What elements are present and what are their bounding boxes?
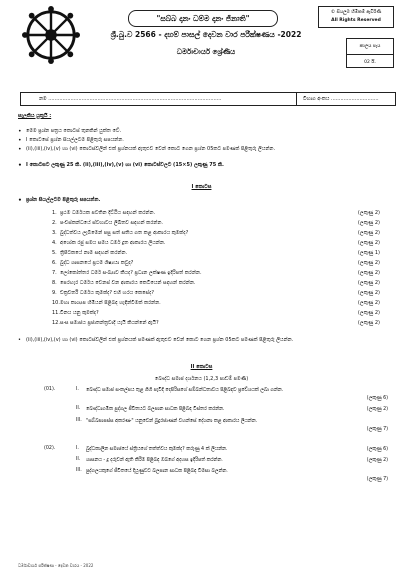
question-text: අශෝක රජු සමය සමය ධර්ම දූත ආකාරය ලියන්න.	[60, 240, 166, 246]
question-marks: (ලකුණු 2)	[357, 310, 380, 316]
question-marks: (ලකුණු 2)	[357, 240, 380, 246]
sub-question-text: ශාසනය - දූ දරුවන් ඇති කිරීම පිළිබඳ ඔබගේ අදහස ඉදිරිපත් කරන්න.	[86, 458, 223, 463]
question-text: බුද්ධත්වය ලැබීමෙන් පසු සත් සතිය ගත කළ ආකාරය කුමක්ද?	[60, 230, 189, 236]
sub-question-number: I.	[76, 387, 79, 392]
question-number: 1.	[52, 210, 57, 216]
question-row	[52, 230, 390, 239]
sub-question-number: III.	[76, 418, 82, 423]
sub-question	[76, 406, 388, 412]
question-text: පංචස්කන්ධයේ ස්වභාවය ලිඛිතව සඳහන් කරන්න.	[60, 220, 163, 226]
question-row	[52, 300, 390, 309]
sub-question-marks: (ලකුණු 2)	[366, 407, 388, 412]
question-number: 6.	[52, 260, 57, 266]
question-row	[52, 240, 390, 249]
part2-note: • (ii),(iii),(iv),(v) හා (vi) කොටස්වලින් එක් ප්‍රශ්නයක් පමණක් ඇතුළුව වෙන් කොට ගෙන ප්‍රශ්න 05කට පමණක් පිළිතුරු ලියන්න.	[26, 336, 390, 344]
question-number: 8.	[52, 280, 57, 286]
question-number: 11.	[52, 310, 60, 316]
question-row	[52, 310, 390, 319]
sub-question-text: "සබ්බපාපස්ස අකරණං" යනුවෙන් බුදුරජාණන් වහන්සේ දේශනා කළ ආකාරය ලියන්න.	[86, 419, 258, 424]
sub-question-text: බෞද්ධ සමාජ සංකල්පය තුළ ගිහි පැවිදි දෙපිරිසගේ සම්බන්ධතාවය පිළිබඳව ප්‍රවේශයක් ලබා ගන්න.	[86, 388, 284, 393]
page-footer: ධර්මාචාර්ය පරීක්ෂණ - දෙවන වාරය - 2022	[18, 563, 94, 568]
dharma-wheel-icon	[22, 6, 80, 64]
sub-question	[76, 387, 388, 401]
question-marks: (ලකුණු 2)	[357, 300, 380, 306]
duration-label: කාලය පැය	[359, 44, 381, 49]
rights-line-2: All Rights Reserved	[331, 18, 381, 23]
question-number: (01).	[44, 387, 56, 392]
question-marks: (ලකුණු 2)	[357, 290, 380, 296]
rights-box	[318, 6, 394, 28]
sub-question	[76, 457, 388, 463]
exam-title: ශ්‍රී.බු.ව 2566 - දහම් පාසල් දෙවන වාර පරීක්ෂණය -2022	[110, 30, 302, 39]
question-row	[52, 260, 390, 269]
question-marks: (ලකුණු 1)	[357, 250, 380, 256]
question-marks: (ලකුණු 2)	[357, 210, 380, 216]
question-number: (02).	[44, 446, 56, 451]
question-marks: (ලකුණු 2)	[357, 280, 380, 286]
question-text: ත්‍රිපිටකයේ නාම සඳහන් කරන්න.	[60, 250, 128, 256]
sub-question	[76, 468, 388, 482]
rights-line-1: © සියලුම හිමිකම් ඇවිරිණි	[330, 10, 382, 15]
question-number: 5.	[52, 250, 57, 256]
question-text: විනය යනු කුමක්ද?	[60, 310, 99, 316]
motto-banner: "සබ්බ දානං ධම්ම දානං ජිනාති"	[128, 10, 278, 27]
name-row	[20, 92, 396, 106]
duration-value: 02 යි.	[347, 54, 393, 70]
sub-question-number: III.	[76, 468, 82, 473]
instructions-title: සැලකිය යුතුයි :	[18, 113, 52, 119]
question-number: 7.	[52, 270, 57, 276]
question-row	[52, 270, 390, 279]
sub-question-marks: (ලකුණු 6)	[366, 396, 388, 401]
grade-subtitle: ධර්මාචාර්ය ශ්‍රේණිය	[176, 48, 236, 56]
question-marks: (ලකුණු 2)	[357, 230, 380, 236]
sub-question-number: II.	[76, 457, 81, 462]
question-number: 3.	[52, 230, 57, 236]
question-number: 2.	[52, 220, 57, 226]
index-field: විභාග අංකය ..............................	[303, 96, 379, 102]
question-row	[52, 210, 390, 219]
question-row	[52, 280, 390, 289]
sub-question-number: II.	[76, 406, 81, 411]
question-text: චක්‍රවර්ති ධර්මය කුමක්ද? එහි හරය කෙසේද?	[60, 290, 154, 296]
sub-question-marks: (ලකුණු 6)	[366, 447, 388, 452]
question-row	[52, 320, 390, 329]
question-number: 12.	[52, 320, 60, 326]
name-field: නම .............................................................................................................	[21, 93, 297, 105]
instruction-item: • I කොටසට ලකුණු 25 කි. (ii),(iii),(iv),(v) හා (vi) කොටස්වලට (15×5) ලකුණු 75 කි.	[26, 162, 224, 168]
question-row	[52, 290, 390, 299]
question-text: බුද්ධ ශාසනයේ ප්‍රථම ශිෂ්‍යයා කවුද?	[60, 260, 134, 266]
sub-question-number: I.	[76, 446, 79, 451]
question-text: ප්‍රථම ධර්මයක පවතින දිට්ඨිය සඳහන් කරන්න.	[60, 210, 156, 216]
question-marks: (ලකුණු 2)	[357, 270, 380, 276]
question-number: 9.	[52, 290, 57, 296]
question-marks: (ලකුණු 2)	[357, 320, 380, 326]
sub-question-marks: (ලකුණු 7)	[366, 427, 388, 432]
part2-subtitle: බෞද්ධ සමාජ දර්ශනය (1,2,3 පාඩම් පමණි)	[154, 376, 249, 382]
part1-title: I කොටස	[191, 184, 212, 190]
part2-title: II කොටස	[190, 364, 213, 370]
question-text: පෙරහැර ධර්මය වෙනස් වන ආකාරය කෙටියෙන් සඳහන් කරන්න.	[60, 280, 196, 286]
sub-question-text: බුද්ධකාලීන සමාජයේ ස්ත්‍රියගේ තත්ත්වය කුමක්ද? කරුණු 4 ක් ලියන්න.	[86, 447, 228, 452]
instruction-item: • I කොටසේ ප්‍රශ්න සියල්ලටම පිළිතුරු සපයන්න.	[26, 137, 124, 143]
sub-question-text: පුද්ගලයකුගේ ජීවිතයේ දියුණුවට බලපාන සාධක පිළිබඳ විමසා බලන්න.	[86, 469, 228, 474]
sub-question	[76, 446, 388, 452]
instruction-item: • (ii),(iii),(iv),(v) හා (vi) කොටස්වලින් එක් ප්‍රශ්නයක් ඇතුළුව වෙන් කොට ගෙන ප්‍රශ්න 05කට පමණක් පිළිතුරු ලියන්න.	[26, 146, 392, 152]
sub-question	[76, 418, 388, 432]
question-number: 4.	[52, 240, 57, 246]
instruction-item: • මෙම ප්‍රශ්න පත්‍රය කොටස් තුනකින් යුක්ත වේ.	[26, 128, 121, 134]
question-marks: (ලකුණු 2)	[357, 220, 380, 226]
question-text: ලෝකෝත්තර ධර්ම සංඛ්‍යාව කීයද? ප්‍රධාන ලක්ෂණ ඉදිරිපත් කරන්න.	[60, 270, 202, 276]
question-number: 10.	[52, 300, 60, 306]
sub-question-text: බෞද්ධාගමික පුද්ගල ජීවිතයට බලපාන සාධක පිළිබඳ විස්තර කරන්න.	[86, 407, 225, 412]
question-text: මහා කාශ්‍යප හිමියන් පිළිබඳ හැඳින්වීමක් කරන්න.	[60, 300, 161, 306]
question-marks: (ලකුණු 2)	[357, 260, 380, 266]
sub-question-marks: (ලකුණු 2)	[366, 458, 388, 463]
duration-box	[346, 38, 394, 68]
question-row	[52, 220, 390, 229]
sub-question-marks: (ලකුණු 7)	[366, 477, 388, 482]
question-row	[52, 250, 390, 259]
question-text: සංඝ සමාජය ප්‍රජාතන්ත්‍රවාදී යැයි කියන්නේ ඇයි?	[60, 320, 159, 326]
part1-intro: • ප්‍රශ්න සියල්ලටම පිළිතුරු සපයන්න.	[26, 197, 100, 203]
